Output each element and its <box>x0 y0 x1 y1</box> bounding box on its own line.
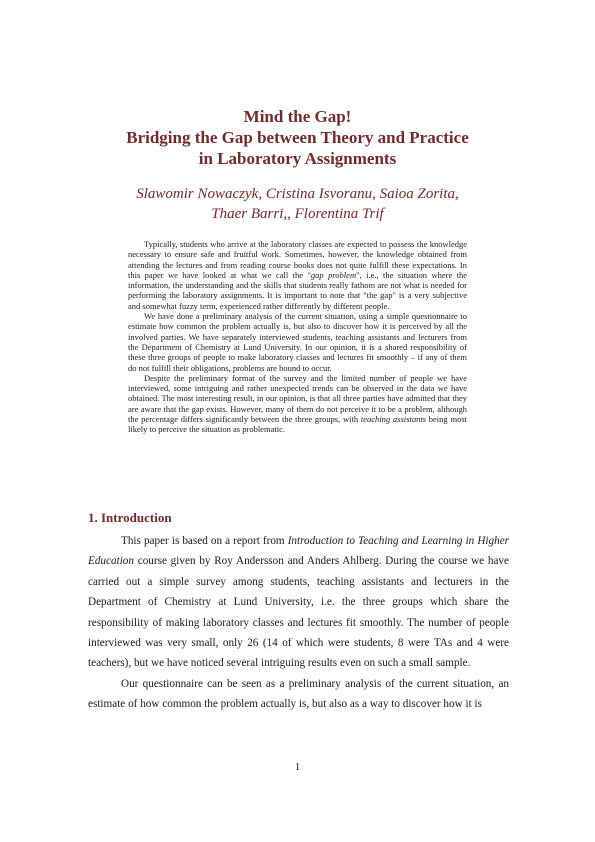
authors-line-2: Thaer Barri,, Florentina Trif <box>211 206 384 222</box>
abstract <box>128 239 467 435</box>
body-paragraph-2: Our questionnaire can be seen as a preliminary analysis of the current situation, an estimate of how common the problem actually is, but also as a way to discover how it is <box>88 677 509 711</box>
abstract-paragraph-1: Typically, students who arrive at the laboratory classes are expected to possess the knowledge necessary to ensure safe and fruitful work. Sometimes, however, the knowledge obtained from attending the lectures and from reading course books does not quite fulfill these expectations. In this paper we have looked at what we call the "gap problem", i.e., the situation where the information, the understanding and the skills that students really fathom are not what is needed for performing the laboratory assignments. It is important to note that "the gap" is a very subjective and somewhat fuzzy term, experienced rather differently by different people. <box>128 239 467 311</box>
section-body <box>88 531 509 715</box>
paper-title <box>60 106 535 169</box>
author-list <box>60 184 535 224</box>
abstract-paragraph-3: Despite the preliminary format of the survey and the limited number of people we have interviewed, some intriguing and rather unexpected trends can be observed in the data we have obtained. The most interesting result, in our opinion, is that all three parties have admitted that they are aware that the gap exists. However, many of them do not perceive it to be a problem, although the percentage differs significantly between the three groups, with teaching assistants being most likely to perceive the situation as problematic. <box>128 372 467 435</box>
body-paragraph-1: This paper is based on a report from Introduction to Teaching and Learning in Higher Education course given by Roy Andersson and Anders Ahlberg. During the course we have carried out a simple survey among students, teaching assistants and lecturers in the Department of Chemistry at Lund University, i.e. the three groups which share the responsibility of making laboratory classes and lectures fit smoothly. The number of people interviewed was very small, only 26 (14 of which were students, 8 were TAs and 4 were teachers), but we have noticed several intriguing results even on such a small sample. <box>88 535 510 670</box>
page-number: 1 <box>294 761 301 773</box>
authors-line-1: Slawomir Nowaczyk, Cristina Isvoranu, Saioa Zorita, <box>136 186 459 202</box>
title-line-3: in Laboratory Assignments <box>198 149 397 168</box>
title-line-2: Bridging the Gap between Theory and Practice <box>126 128 469 147</box>
title-line-1: Mind the Gap! <box>243 107 352 126</box>
section-heading: 1. Introduction <box>88 510 172 525</box>
abstract-paragraph-2: We have done a preliminary analysis of the current situation, using a simple questionnaire to estimate how common the problem actually is, but also to discover how it is perceived by all the involved parties. We have separately interviewed students, teaching assistants and lecturers from the Department of Chemistry at Lund University. In our opinion, it is a shared responsibility of these three groups of people to make laboratory classes and lectures fit smoothly – if any of them do not fulfill their obligations, problems are bound to occur. <box>128 311 467 373</box>
